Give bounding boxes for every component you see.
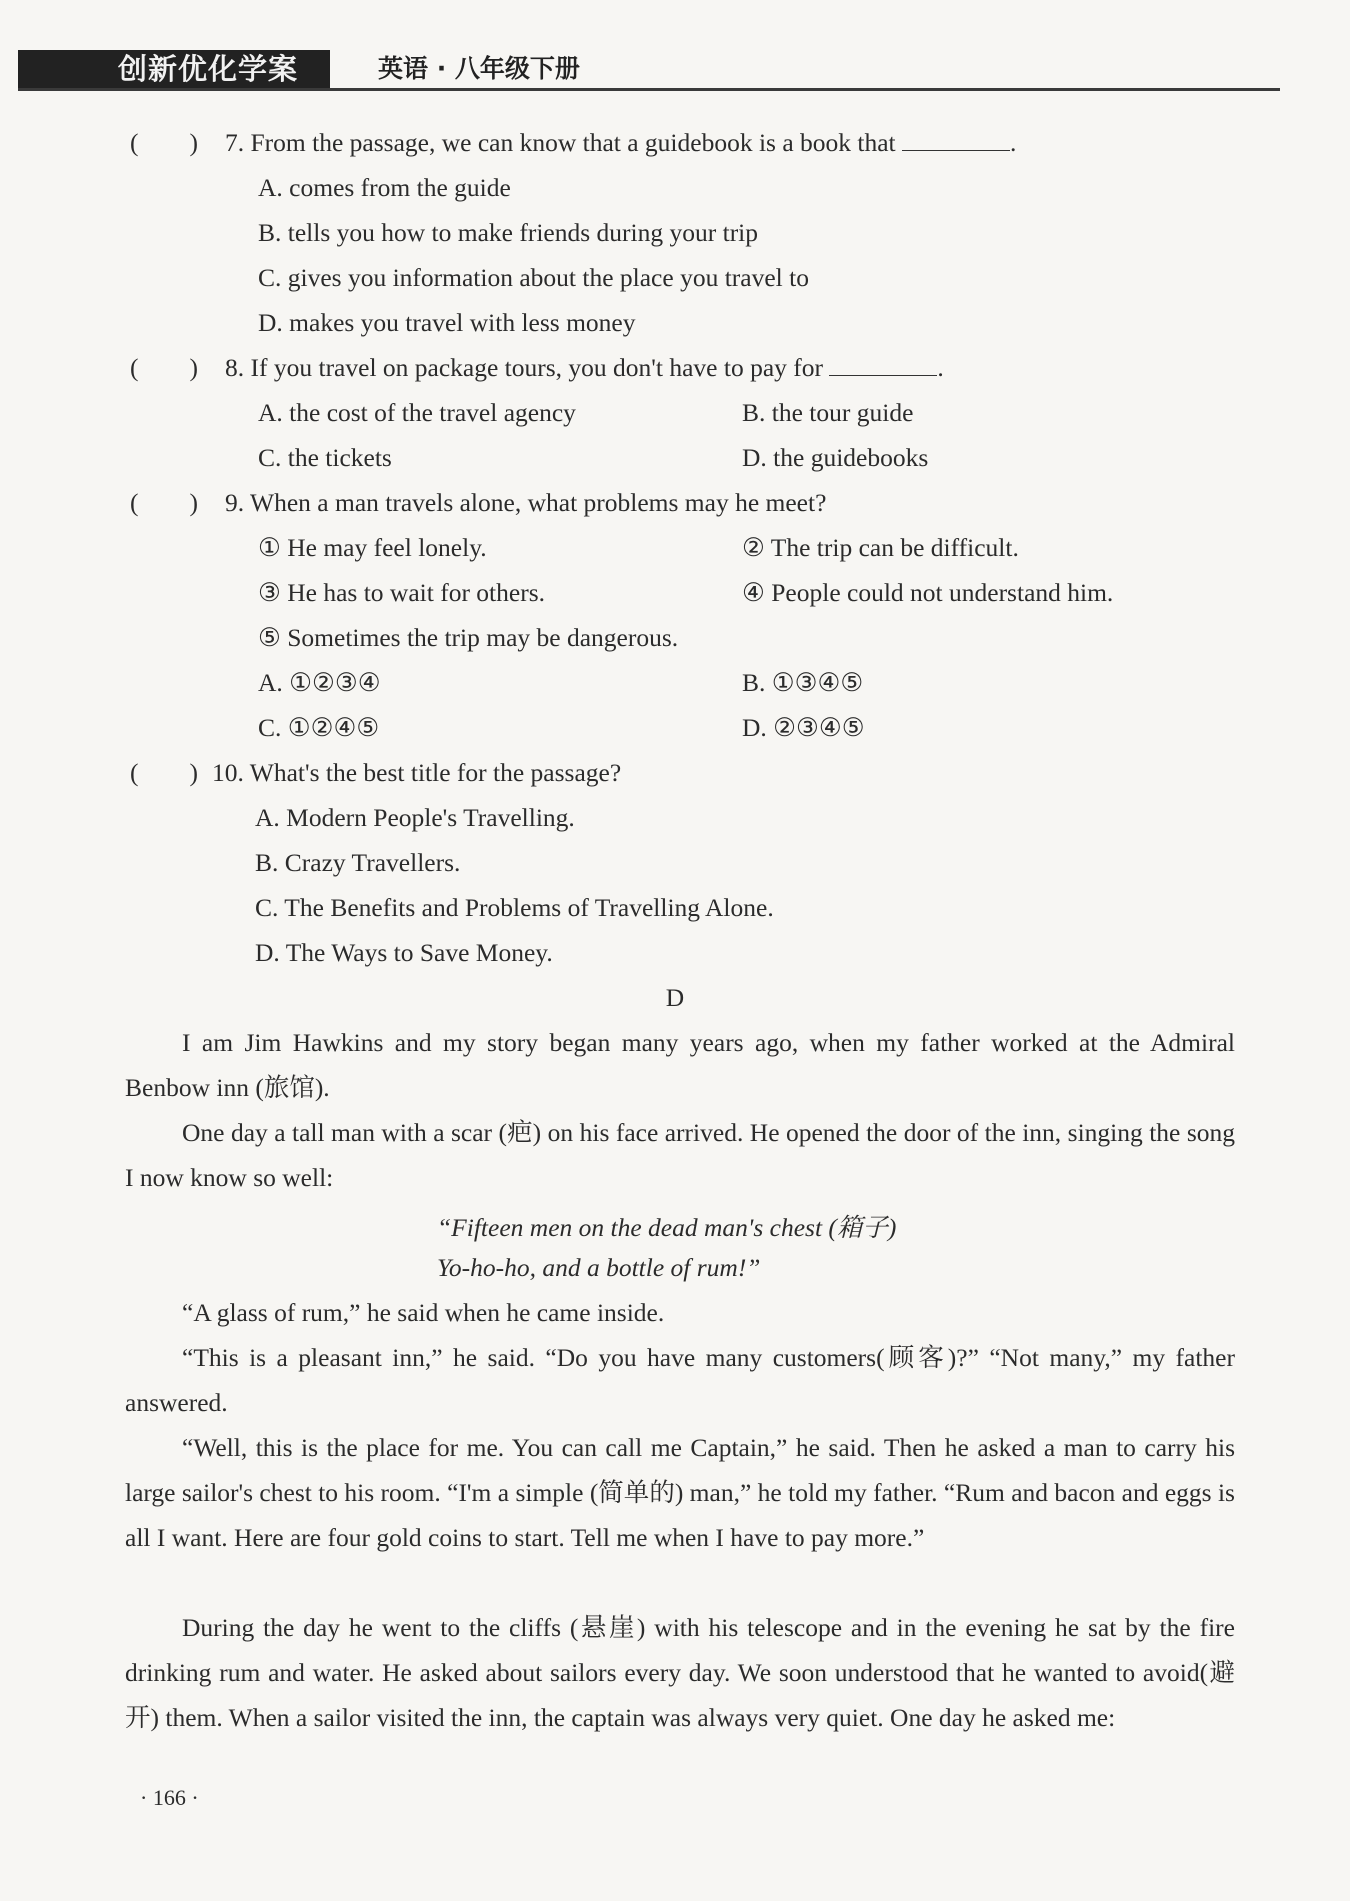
answer-blank <box>902 128 1010 151</box>
page-header <box>18 50 1280 90</box>
option: A. the cost of the travel agency <box>258 398 576 427</box>
answer-blank <box>829 353 937 376</box>
option: A. comes from the guide <box>258 173 511 202</box>
answer-paren: ( ) <box>130 128 198 157</box>
option: C. the tickets <box>258 443 392 472</box>
question-stem: 7. From the passage, we can know that a guidebook is a book that . <box>225 128 1017 157</box>
option: D. ②③④⑤ <box>742 713 865 742</box>
option: C. gives you information about the place you travel to <box>258 263 809 292</box>
option: D. makes you travel with less money <box>258 308 636 337</box>
statement: ④ People could not understand him. <box>742 578 1114 607</box>
paragraph: One day a tall man with a scar (疤) on his face arrived. He opened the door of the inn, singing the song I now know so well: <box>125 1118 1235 1192</box>
paragraph: During the day he went to the cliffs (悬崖) with his telescope and in the evening he sat by the fire drinking rum and water. He asked about sailors every day. We soon understood that he wanted to avoid(避开) them. When a sailor visited the inn, the captain was always very quiet. One day he asked me: <box>125 1613 1235 1732</box>
option: B. tells you how to make friends during your trip <box>258 218 759 247</box>
brand-logo: 创新优化学案 <box>18 50 330 88</box>
option: A. Modern People's Travelling. <box>255 803 575 832</box>
statement: ② The trip can be difficult. <box>742 533 1019 562</box>
option: C. ①②④⑤ <box>258 713 380 742</box>
option: D. the guidebooks <box>742 443 929 472</box>
answer-paren: ( ) <box>130 488 198 517</box>
option: D. The Ways to Save Money. <box>255 938 553 967</box>
option: C. The Benefits and Problems of Travelling Alone. <box>255 893 774 922</box>
paragraph: “This is a pleasant inn,” he said. “Do you have many customers(顾客)?” “Not many,” my father answered. <box>125 1343 1235 1417</box>
song-line: Yo-ho-ho, and a bottle of rum!” <box>437 1253 761 1282</box>
section-title: D <box>665 983 685 1012</box>
paragraph: I am Jim Hawkins and my story began many years ago, when my father worked at the Admiral Benbow inn (旅馆). <box>125 1028 1235 1102</box>
statement: ① He may feel lonely. <box>258 533 487 562</box>
answer-paren: ( ) <box>130 758 198 787</box>
paragraph: “Well, this is the place for me. You can call me Captain,” he said. Then he asked a man to carry his large sailor's chest to his room. “I'm a simple (简单的) man,” he told my father. “Rum and bacon and eggs is all I want. Here are four gold coins to start. Tell me when I have to pay more.” <box>125 1433 1235 1552</box>
option: B. ①③④⑤ <box>742 668 864 697</box>
question-stem: 8. If you travel on package tours, you don't have to pay for . <box>225 353 944 382</box>
option: B. the tour guide <box>742 398 914 427</box>
option: B. Crazy Travellers. <box>255 848 461 877</box>
question-stem: 10. What's the best title for the passage? <box>212 758 622 787</box>
subject-title: 英语 · 八年级下册 <box>378 54 580 83</box>
option: A. ①②③④ <box>258 668 381 697</box>
statement: ⑤ Sometimes the trip may be dangerous. <box>258 623 679 652</box>
paragraph: “A glass of rum,” he said when he came inside. <box>182 1298 665 1327</box>
question-stem: 9. When a man travels alone, what problems may he meet? <box>225 488 827 517</box>
page-number: · 166 · <box>140 1785 199 1810</box>
statement: ③ He has to wait for others. <box>258 578 545 607</box>
header-rule <box>18 88 1280 91</box>
answer-paren: ( ) <box>130 353 198 382</box>
song-line: “Fifteen men on the dead man's chest (箱子) <box>437 1213 897 1242</box>
